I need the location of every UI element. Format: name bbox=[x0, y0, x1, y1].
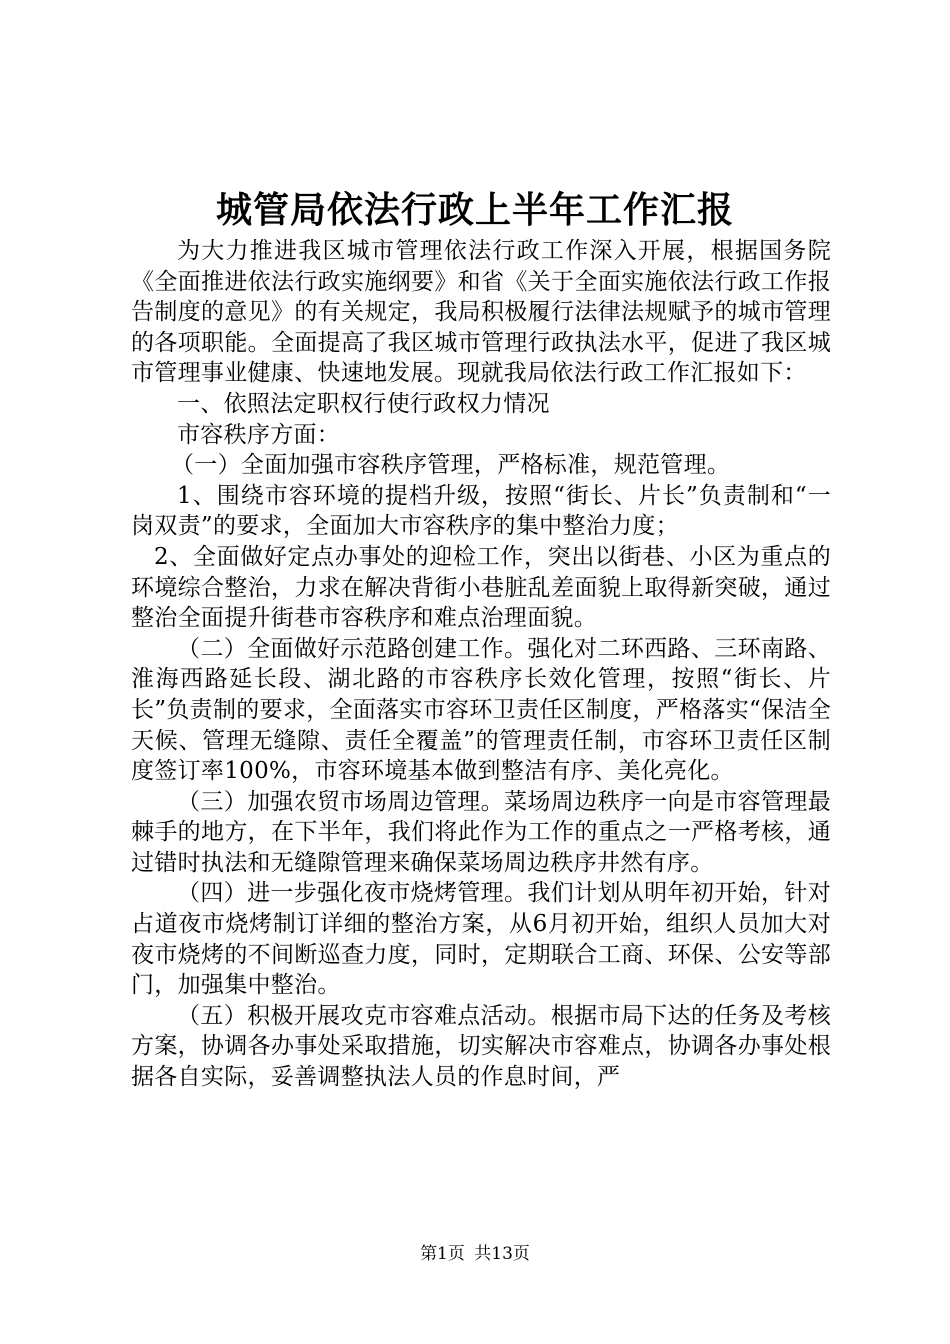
paragraph-item-5: （五）积极开展攻克市容难点活动。根据市局下达的任务及考核方案，协调各办事处采取措施，切实解决市容难点，协调各办事处根据各自实际，妥善调整执法人员的作息时间，严 bbox=[131, 1002, 831, 1091]
paragraph-point-2: 2、全面做好定点办事处的迎检工作，突出以街巷、小区为重点的环境综合整治，力求在解决背街小巷脏乱差面貌上取得新突破，通过整治全面提升街巷市容秩序和难点治理面貌。 bbox=[131, 543, 831, 632]
document-body bbox=[131, 236, 831, 1093]
subsection-heading: 市容秩序方面： bbox=[177, 421, 341, 448]
total-pages: 共13页 bbox=[474, 1244, 530, 1264]
paragraph-item-4: （四）进一步强化夜市烧烤管理。我们计划从明年初开始，针对占道夜市烧烤制订详细的整治方案，从6月初开始，组织人员加大对夜市烧烤的不间断巡查力度，同时，定期联合工商、环保、公安等部门，加强集中整治。 bbox=[131, 880, 831, 999]
paragraph-item-3: （三）加强农贸市场周边管理。菜场周边秩序一向是市容管理最棘手的地方，在下半年，我们将此作为工作的重点之一严格考核，通过错时执法和无缝隙管理来确保菜场周边秩序井然有序。 bbox=[131, 788, 831, 876]
paragraph-point-1: 1、围绕市容环境的提档升级，按照“街长、片长”负责制和“一岗双责”的要求，全面加大市容秩序的集中整治力度； bbox=[131, 482, 831, 540]
section-heading: 一、依照法定职权行使行政权力情况 bbox=[177, 390, 550, 417]
page-footer bbox=[0, 1242, 950, 1266]
paragraph-item-2: （二）全面做好示范路创建工作。强化对二环西路、三环南路、淮海西路延长段、湖北路的市容秩序长效化管理，按照“街长、片长”负责制的要求，全面落实市容环卫责任区制度，严格落实“保洁全天候、管理无缝隙、责任全覆盖”的管理责任制，市容环卫责任区制度签订率100%，市容环境基本做到整洁有序、美化亮化。 bbox=[131, 635, 831, 785]
paragraph-intro: 为大力推进我区城市管理依法行政工作深入开展，根据国务院《全面推进依法行政实施纲要》和省《关于全面实施依法行政工作报告制度的意见》的有关规定，我局积极履行法律法规赋予的城市管理的各项职能。全面提高了我区城市管理行政执法水平，促进了我区城市管理事业健康、快速地发展。现就我局依法行政工作汇报如下： bbox=[131, 238, 831, 387]
page-number: 第1页 bbox=[420, 1244, 465, 1264]
document-title: 城管局依法行政上半年工作汇报 bbox=[215, 189, 734, 231]
paragraph-item-1: （一）全面加强市容秩序管理，严格标准，规范管理。 bbox=[171, 452, 731, 479]
